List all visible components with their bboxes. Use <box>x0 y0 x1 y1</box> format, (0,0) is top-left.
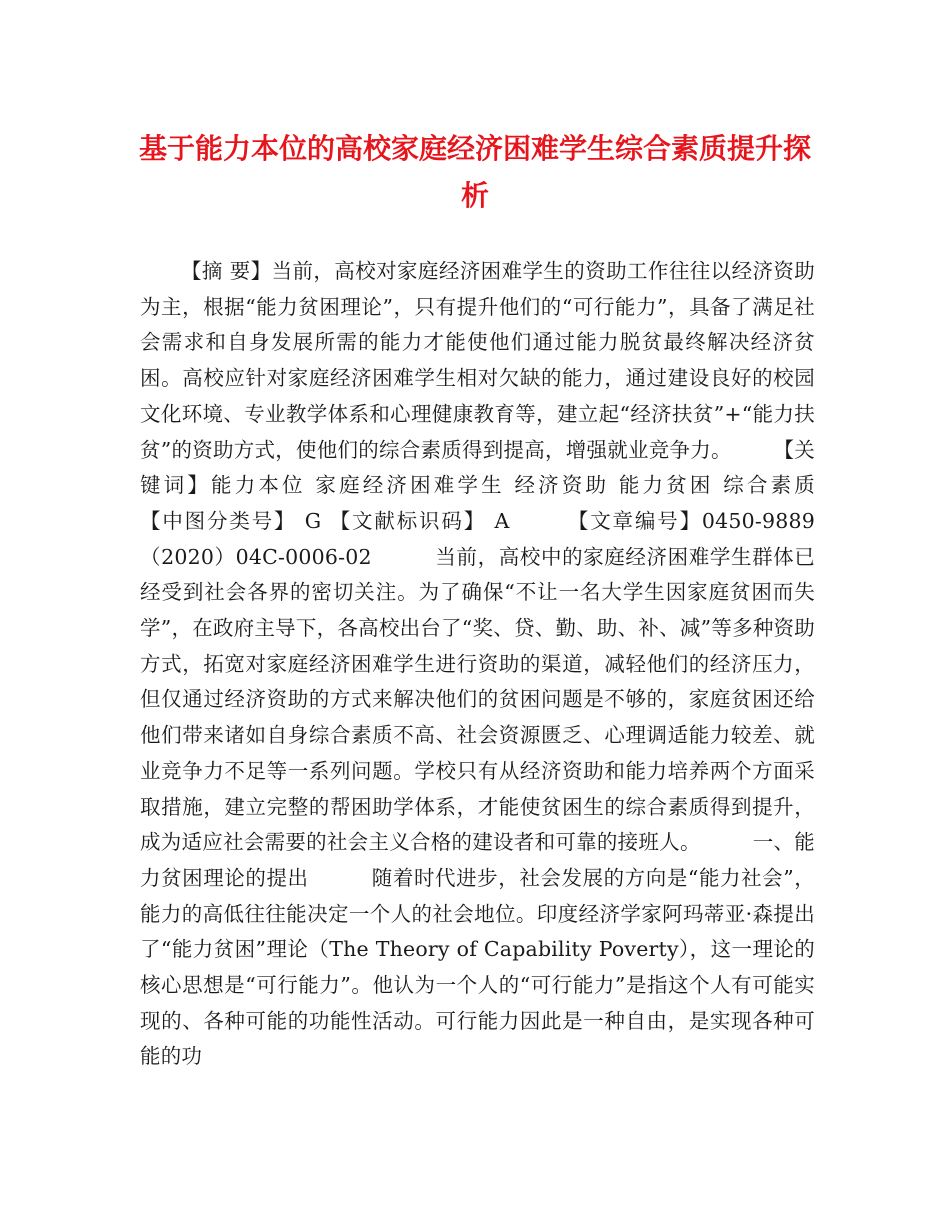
document-title: 基于能力本位的高校家庭经济困难学生综合素质提升探析 <box>138 132 811 212</box>
document-body: 【摘 要】当前，高校对家庭经济困难学生的资助工作往往以经济资助为主，根据“能力贫困理论”，只有提升他们的“可行能力”，具备了满足社会需求和自身发展所需的能力才能使他们通过能力脱贫最终解决经济贫困。高校应针对家庭经济困难学生相对欠缺的能力，通过建设良好的校园文化环境、专业教学体系和心理健康教育等，建立起“经济扶贫”+“能力扶贫”的资助方式，使他们的综合素质得到提高，增强就业竞争力。 【关键词】能力本位 家庭经济困难学生 经济资助 能力贫困 综合素质 【中图分类号】 G 【文献标识码】 A 【文章编号】0450-9889（2020）04C-0006-02 当前，高校中的家庭经济困难学生群体已经受到社会各界的密切关注。为了确保“不让一名大学生因家庭贫困而失学”，在政府主导下，各高校出台了“奖、贷、勤、助、补、减”等多种资助方式，拓宽对家庭经济困难学生进行资助的渠道，减轻他们的经济压力，但仅通过经济资助的方式来解决他们的贫困问题是不够的，家庭贫困还给他们带来诸如自身综合素质不高、社会资源匮乏、心理调适能力较差、就业竞争力不足等一系列问题。学校只有从经济资助和能力培养两个方面采取措施，建立完整的帮困助学体系，才能使贫困生的综合素质得到提升，成为适应社会需要的社会主义合格的建设者和可靠的接班人。 一、能力贫困理论的提出 随着时代进步，社会发展的方向是“能力社会”，能力的高低往往能决定一个人的社会地位。印度经济学家阿玛蒂亚·森提出了“能力贫困”理论（The Theory of Capability Poverty），这一理论的核心思想是“可行能力”。他认为一个人的“可行能力”是指这个人有可能实现的、各种可能的功能性活动。可行能力因此是一种自由，是实现各种可能的功 <box>140 259 878 1069</box>
